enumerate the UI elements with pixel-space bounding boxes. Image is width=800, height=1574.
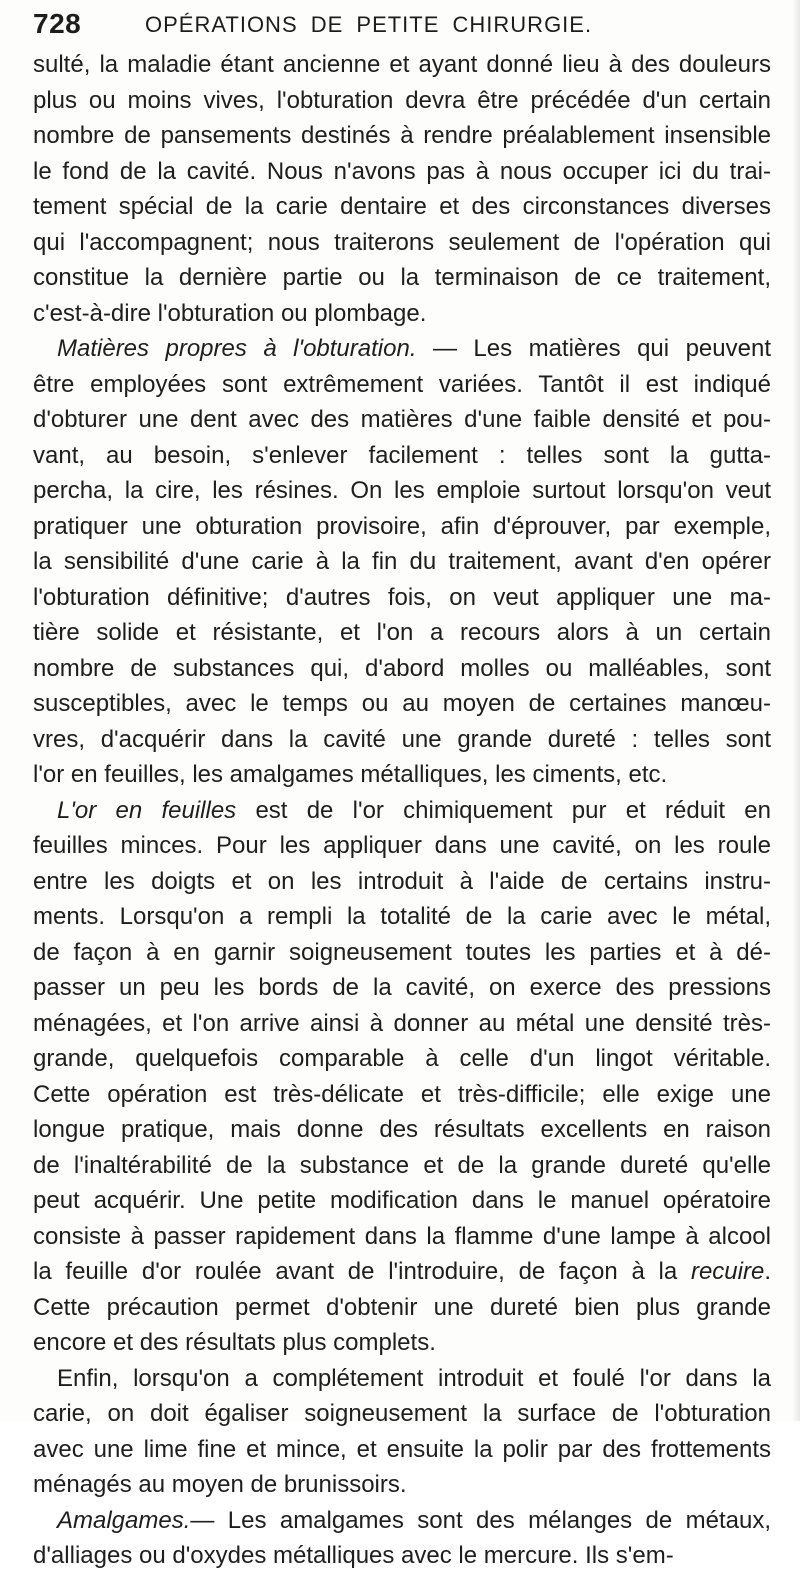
text-line: l'or en feuilles, les amalgames métalliques, les ciments, etc. <box>33 761 668 788</box>
text-line <box>33 1503 771 1539</box>
text-line: susceptibles, avec le temps ou au moyen de certaines manœu- <box>33 690 771 717</box>
text-line: d'alliages ou d'oxydes métalliques avec le mercure. Ils s'em- <box>33 1542 674 1569</box>
text-line: percha, la cire, les résines. On les emploie surtout lorsqu'on veut <box>33 477 771 504</box>
body-text <box>33 47 771 1574</box>
text-line: Cette opération est très-délicate et très-difficile; elle exige une <box>33 1080 771 1108</box>
text-line: Enfin, lorsqu'on a complétement introduit et foulé l'or dans la <box>57 1364 771 1392</box>
text-line <box>33 1254 771 1290</box>
text-line: encore et des résultats plus complets. <box>33 1329 436 1356</box>
text-line: plus ou moins vives, l'obturation devra être précédée d'un certain <box>33 86 771 114</box>
text-line: de l'inaltérabilité de la substance et de la grande dureté qu'elle <box>33 1151 771 1179</box>
italic-term: recuire <box>690 1258 765 1285</box>
text-line: avec une lime fine et mince, et ensuite la polir par des frottements <box>33 1435 771 1463</box>
text-line: peut acquérir. Une petite modification dans le manuel opératoire <box>33 1187 771 1214</box>
text-line: l'obturation définitive; d'autres fois, on veut appliquer une ma- <box>33 583 771 611</box>
text-line: sulté, la maladie étant ancienne et ayant donné lieu à des douleurs <box>33 51 771 78</box>
running-title: OPÉRATIONS DE PETITE CHIRURGIE. <box>145 12 593 37</box>
text-line: carie, on doit égaliser soigneusement la surface de l'obturation <box>33 1400 771 1427</box>
text-line: tement spécial de la carie dentaire et des circonstances diverses <box>33 193 771 220</box>
text-line: vres, d'acquérir dans la cavité une grande dureté : telles sont <box>33 725 771 753</box>
text-line: ménagées, et l'on arrive ainsi à donner au métal une densité très- <box>33 1009 771 1037</box>
section-text: — Les matières qui peuvent <box>416 335 771 362</box>
text-line: consiste à passer rapidement dans la flamme d'une lampe à alcool <box>33 1222 771 1250</box>
text-line: de façon à en garnir soigneusement toutes les parties et à dé- <box>33 938 771 966</box>
section-heading: L'or en feuilles <box>57 796 237 824</box>
text-line: entre les doigts et on les introduit à l'aide de certains instru- <box>33 867 771 895</box>
text-line: tière solide et résistante, et l'on a recours alors à un certain <box>33 619 771 646</box>
text-line: le fond de la cavité. Nous n'avons pas à nous occuper ici du trai- <box>33 157 771 185</box>
text-line: grande, quelquefois comparable à celle d'un lingot véritable. <box>33 1045 771 1072</box>
text-line: la sensibilité d'une carie à la fin du traitement, avant d'en opérer <box>33 548 771 575</box>
text-line: passer un peu les bords de la cavité, on exerce des pressions <box>33 974 771 1001</box>
page-number: 728 <box>33 8 82 39</box>
section-heading: Amalgames. <box>57 1506 191 1534</box>
text-line <box>33 331 771 367</box>
text-line: ments. Lorsqu'on a rempli la totalité de la carie avec le métal, <box>33 903 771 930</box>
section-heading: Matières propres à l'obturation. <box>57 335 417 362</box>
text-line: constitue la dernière partie ou la terminaison de ce traitement, <box>33 264 771 291</box>
text-line: être employées sont extrêmement variées. Tantôt il est indiqué <box>33 370 771 398</box>
running-head <box>33 8 773 48</box>
text-line: ménagés au moyen de brunissoirs. <box>33 1471 407 1498</box>
section-text: — Les amalgames sont des mélanges de métaux, <box>190 1506 771 1534</box>
text-line: c'est-à-dire l'obturation ou plombage. <box>33 299 427 327</box>
text-line: vant, au besoin, s'enlever facilement : telles sont la gutta- <box>33 441 771 469</box>
text-line: nombre de substances qui, d'abord molles ou malléables, sont <box>33 654 771 682</box>
text-line: pratiquer une obturation provisoire, afin d'éprouver, par exemple, <box>33 512 771 540</box>
text-line: longue pratique, mais donne des résultats excellents en raison <box>33 1116 771 1143</box>
text-line: Cette précaution permet d'obtenir une dureté bien plus grande <box>33 1293 771 1321</box>
section-text: est de l'or chimiquement pur et réduit en <box>236 796 771 824</box>
text-line: d'obturer une dent avec des matières d'une faible densité et pou- <box>33 406 771 433</box>
text-line: nombre de pansements destinés à rendre préalablement insensible <box>33 122 771 149</box>
text-line: qui l'accompagnent; nous traiterons seulement de l'opération qui <box>33 228 771 256</box>
text-line: feuilles minces. Pour les appliquer dans une cavité, on les roule <box>33 832 771 859</box>
text-line <box>33 793 771 829</box>
line-text: la feuille d'or roulée avant de l'introduire, de façon à la <box>33 1258 691 1285</box>
line-text: . <box>764 1258 771 1285</box>
page-edge-shadow <box>792 0 800 1421</box>
